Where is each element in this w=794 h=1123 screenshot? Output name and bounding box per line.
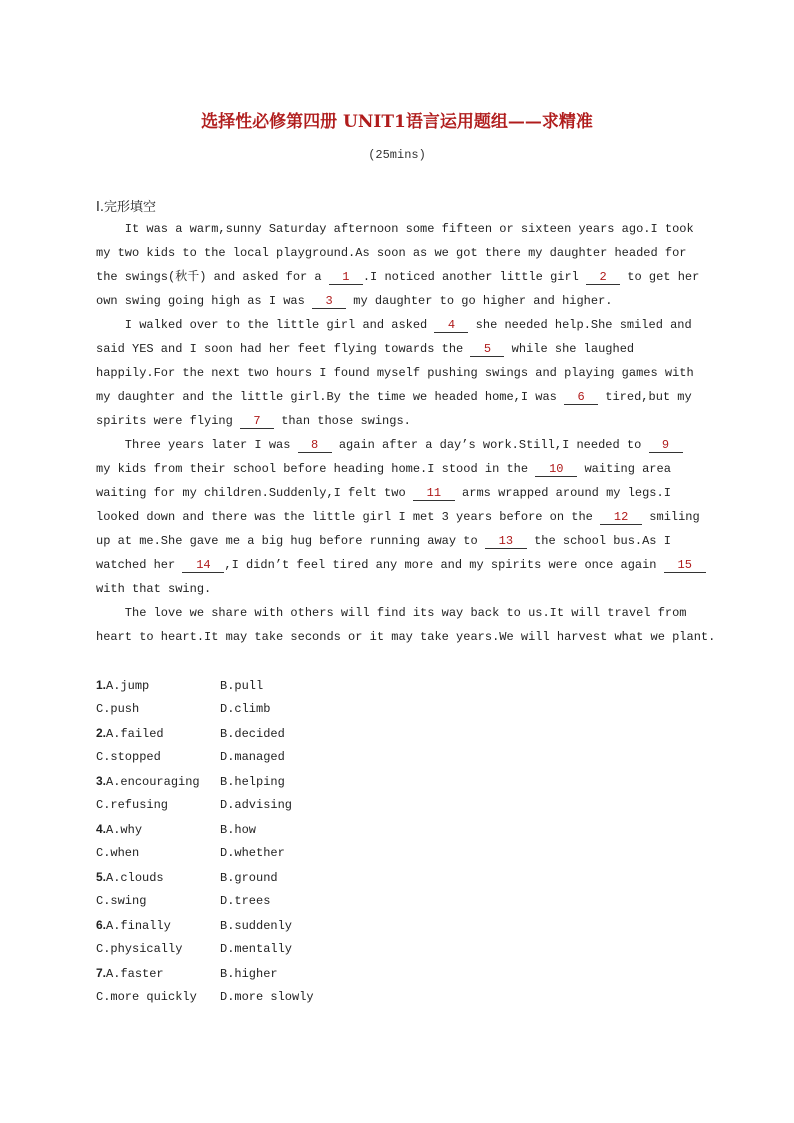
- passage-line: [96, 505, 708, 529]
- passage-text: to get her: [620, 270, 700, 284]
- option-d[interactable]: D.mentally: [220, 942, 293, 956]
- passage-text: own swing going high as I was: [96, 294, 313, 308]
- question-row: [96, 913, 314, 937]
- passage-text: It was a warm,sunny Saturday afternoon some fifteen or sixteen years ago.I took: [96, 222, 694, 236]
- passage-line: [96, 217, 708, 241]
- blank-3[interactable]: 3: [312, 294, 346, 309]
- passage-line: [96, 553, 708, 577]
- blank-11[interactable]: 11: [413, 486, 455, 501]
- blank-2[interactable]: 2: [586, 270, 620, 285]
- question-number: 3.: [96, 774, 107, 788]
- question-number: 1.: [96, 678, 107, 692]
- passage-line: [96, 601, 708, 625]
- passage-line: [96, 457, 708, 481]
- option-d[interactable]: D.more slowly: [220, 990, 314, 1004]
- passage-line: [96, 481, 708, 505]
- passage-line: [96, 241, 708, 265]
- option-b[interactable]: B.higher: [220, 967, 278, 981]
- question-row: [96, 745, 314, 769]
- option-a[interactable]: 5.A.clouds: [96, 865, 220, 890]
- passage-text: spirits were flying: [96, 414, 241, 428]
- blank-12[interactable]: 12: [600, 510, 642, 525]
- option-a[interactable]: 1.A.jump: [96, 673, 220, 698]
- passage-text: waiting for my children.Suddenly,I felt two: [96, 486, 413, 500]
- passage-line: [96, 577, 708, 601]
- option-c[interactable]: C.physically: [96, 942, 183, 956]
- blank-4[interactable]: 4: [434, 318, 468, 333]
- passage-line: [96, 289, 708, 313]
- passage-text: my daughter to go higher and higher.: [346, 294, 613, 308]
- page-title: 选择性必修第四册 UNIT1语言运用题组——求精准: [201, 112, 593, 132]
- option-b[interactable]: B.helping: [220, 775, 285, 789]
- option-a[interactable]: 6.A.finally: [96, 913, 220, 938]
- option-c[interactable]: C.swing: [96, 894, 147, 908]
- passage-text: my two kids to the local playground.As soon as we got there my daughter headed for: [96, 246, 687, 260]
- passage-line: [96, 625, 716, 649]
- passage-text: said YES and I soon had her feet flying towards the: [96, 342, 471, 356]
- blank-6[interactable]: 6: [564, 390, 598, 405]
- cloze-passage: [96, 217, 716, 649]
- passage-text: my kids from their school before heading home.I stood in the: [96, 462, 536, 476]
- question-row: [96, 865, 314, 889]
- passage-text: again after a day’s work.Still,I needed to: [331, 438, 649, 452]
- option-b[interactable]: B.pull: [220, 679, 264, 693]
- passage-text: up at me.She gave me a big hug before running away to: [96, 534, 485, 548]
- passage-line: [96, 313, 708, 337]
- passage-line: [96, 433, 708, 457]
- passage-line: [96, 361, 708, 385]
- question-row: [96, 721, 314, 745]
- question-row: [96, 937, 314, 961]
- passage-text: the swings(秋千) and asked for a: [96, 270, 329, 284]
- blank-14[interactable]: 14: [182, 558, 224, 573]
- passage-line: [96, 385, 708, 409]
- blank-10[interactable]: 10: [535, 462, 577, 477]
- question-row: [96, 697, 314, 721]
- question-row: [96, 841, 314, 865]
- passage-text: she needed help.She smiled and: [468, 318, 692, 332]
- question-row: [96, 961, 314, 985]
- option-d[interactable]: D.advising: [220, 798, 293, 812]
- option-b[interactable]: B.suddenly: [220, 919, 293, 933]
- passage-text: The love we share with others will find its way back to us.It will travel from: [96, 606, 687, 620]
- passage-text: with that swing.: [96, 582, 212, 596]
- blank-13[interactable]: 13: [485, 534, 527, 549]
- question-row: [96, 817, 314, 841]
- passage-text: than those swings.: [274, 414, 411, 428]
- question-row: [96, 985, 314, 1009]
- passage-text: Three years later I was: [96, 438, 298, 452]
- blank-7[interactable]: 7: [240, 414, 274, 429]
- passage-text: tired,but my: [598, 390, 692, 404]
- passage-text: heart to heart.It may take seconds or it may take years.We will harvest what we plant.: [96, 630, 716, 644]
- passage-text: smiling: [642, 510, 700, 524]
- passage-text: .I noticed another little girl: [362, 270, 587, 284]
- option-b[interactable]: B.decided: [220, 727, 285, 741]
- passage-text: waiting area: [577, 462, 671, 476]
- question-number: 7.: [96, 966, 107, 980]
- question-number: 4.: [96, 822, 107, 836]
- option-b[interactable]: B.how: [220, 823, 257, 837]
- option-a[interactable]: 2.A.failed: [96, 721, 220, 746]
- passage-text: I walked over to the little girl and asked: [96, 318, 435, 332]
- option-d[interactable]: D.whether: [220, 846, 285, 860]
- passage-text: watched her: [96, 558, 183, 572]
- question-list: [96, 673, 314, 1009]
- option-c[interactable]: C.when: [96, 846, 140, 860]
- passage-text: while she laughed: [504, 342, 635, 356]
- option-a[interactable]: 3.A.encouraging: [96, 769, 220, 794]
- option-a[interactable]: 4.A.why: [96, 817, 220, 842]
- question-number: 6.: [96, 918, 107, 932]
- option-c[interactable]: C.refusing: [96, 798, 169, 812]
- option-d[interactable]: D.trees: [220, 894, 271, 908]
- passage-text: happily.For the next two hours I found myself pushing swings and playing games with: [96, 366, 694, 380]
- option-c[interactable]: C.more quickly: [96, 990, 197, 1004]
- option-d[interactable]: D.managed: [220, 750, 285, 764]
- blank-5[interactable]: 5: [470, 342, 504, 357]
- time-limit: (25mins): [368, 148, 426, 162]
- question-number: 2.: [96, 726, 107, 740]
- option-c[interactable]: C.stopped: [96, 750, 161, 764]
- question-row: [96, 769, 314, 793]
- passage-text: looked down and there was the little girl I met 3 years before on the: [96, 510, 601, 524]
- question-row: [96, 889, 314, 913]
- question-number: 5.: [96, 870, 107, 884]
- passage-text: the school bus.As I: [526, 534, 671, 548]
- question-row: [96, 673, 314, 697]
- passage-line: [96, 265, 708, 289]
- section-title: Ⅰ.完形填空: [96, 200, 156, 215]
- option-c[interactable]: C.push: [96, 702, 140, 716]
- blank-1[interactable]: 1: [329, 270, 363, 285]
- passage-text: my daughter and the little girl.By the time we headed home,I was: [96, 390, 565, 404]
- passage-text: arms wrapped around my legs.I: [454, 486, 671, 500]
- blank-15[interactable]: 15: [664, 558, 706, 573]
- question-row: [96, 793, 314, 817]
- option-d[interactable]: D.climb: [220, 702, 271, 716]
- passage-line: [96, 337, 708, 361]
- passage-line: [96, 409, 708, 433]
- passage-text: ,I didn’t feel tired any more and my spirits were once again: [224, 558, 664, 572]
- option-b[interactable]: B.ground: [220, 871, 278, 885]
- blank-9[interactable]: 9: [649, 438, 683, 453]
- option-a[interactable]: 7.A.faster: [96, 961, 220, 986]
- passage-line: [96, 529, 708, 553]
- blank-8[interactable]: 8: [298, 438, 332, 453]
